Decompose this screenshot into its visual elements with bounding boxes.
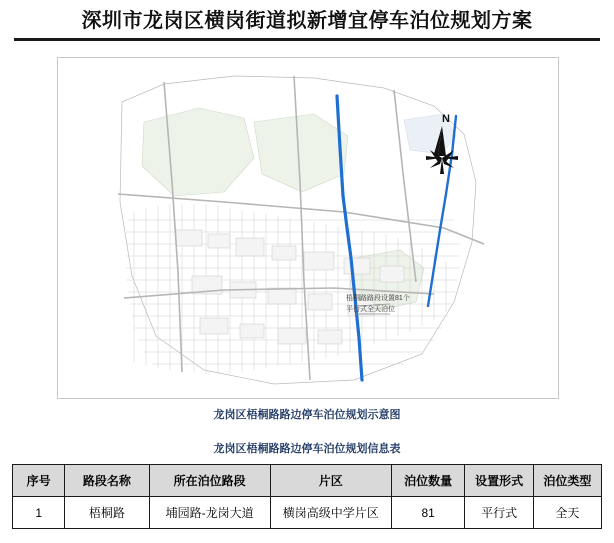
cell-layout-type: 平行式 bbox=[465, 497, 533, 529]
parking-info-table bbox=[12, 464, 602, 529]
cell-road-name: 梧桐路 bbox=[65, 497, 149, 529]
page-title: 深圳市龙岗区横岗街道拟新增宜停车泊位规划方案 bbox=[81, 10, 533, 32]
figure-caption: 龙岗区梧桐路路边停车泊位规划示意图 bbox=[213, 409, 401, 421]
map-annotation-line2: 平行式全天泊位 bbox=[346, 305, 395, 313]
header-index: 序号 bbox=[13, 465, 65, 497]
cell-space-type: 全天 bbox=[533, 497, 601, 529]
table-header bbox=[13, 465, 602, 497]
map-frame bbox=[57, 57, 559, 399]
header-district: 片区 bbox=[270, 465, 391, 497]
map-annotation bbox=[346, 294, 410, 315]
header-layout-type: 设置形式 bbox=[465, 465, 533, 497]
table-body bbox=[13, 497, 602, 529]
cell-district: 横岗高级中学片区 bbox=[270, 497, 391, 529]
table-caption: 龙岗区梧桐路路边停车泊位规划信息表 bbox=[213, 443, 401, 455]
table-row bbox=[13, 497, 602, 529]
title-divider bbox=[14, 38, 600, 41]
map-annotation-line1: 梧桐路路段设置81个 bbox=[346, 295, 410, 302]
header-road-section: 所在泊位路段 bbox=[149, 465, 270, 497]
header-space-type: 泊位类型 bbox=[533, 465, 601, 497]
cell-road-section: 埔园路-龙岗大道 bbox=[149, 497, 270, 529]
map-figure bbox=[57, 57, 557, 397]
compass-north-label: N bbox=[442, 113, 450, 125]
cell-index: 1 bbox=[13, 497, 65, 529]
page-title-bar bbox=[0, 0, 614, 49]
cell-space-count: 81 bbox=[391, 497, 465, 529]
header-road-name: 路段名称 bbox=[65, 465, 149, 497]
compass-rose bbox=[416, 110, 474, 182]
header-space-count: 泊位数量 bbox=[391, 465, 465, 497]
table-header-row bbox=[13, 465, 602, 497]
table-container bbox=[12, 464, 602, 529]
